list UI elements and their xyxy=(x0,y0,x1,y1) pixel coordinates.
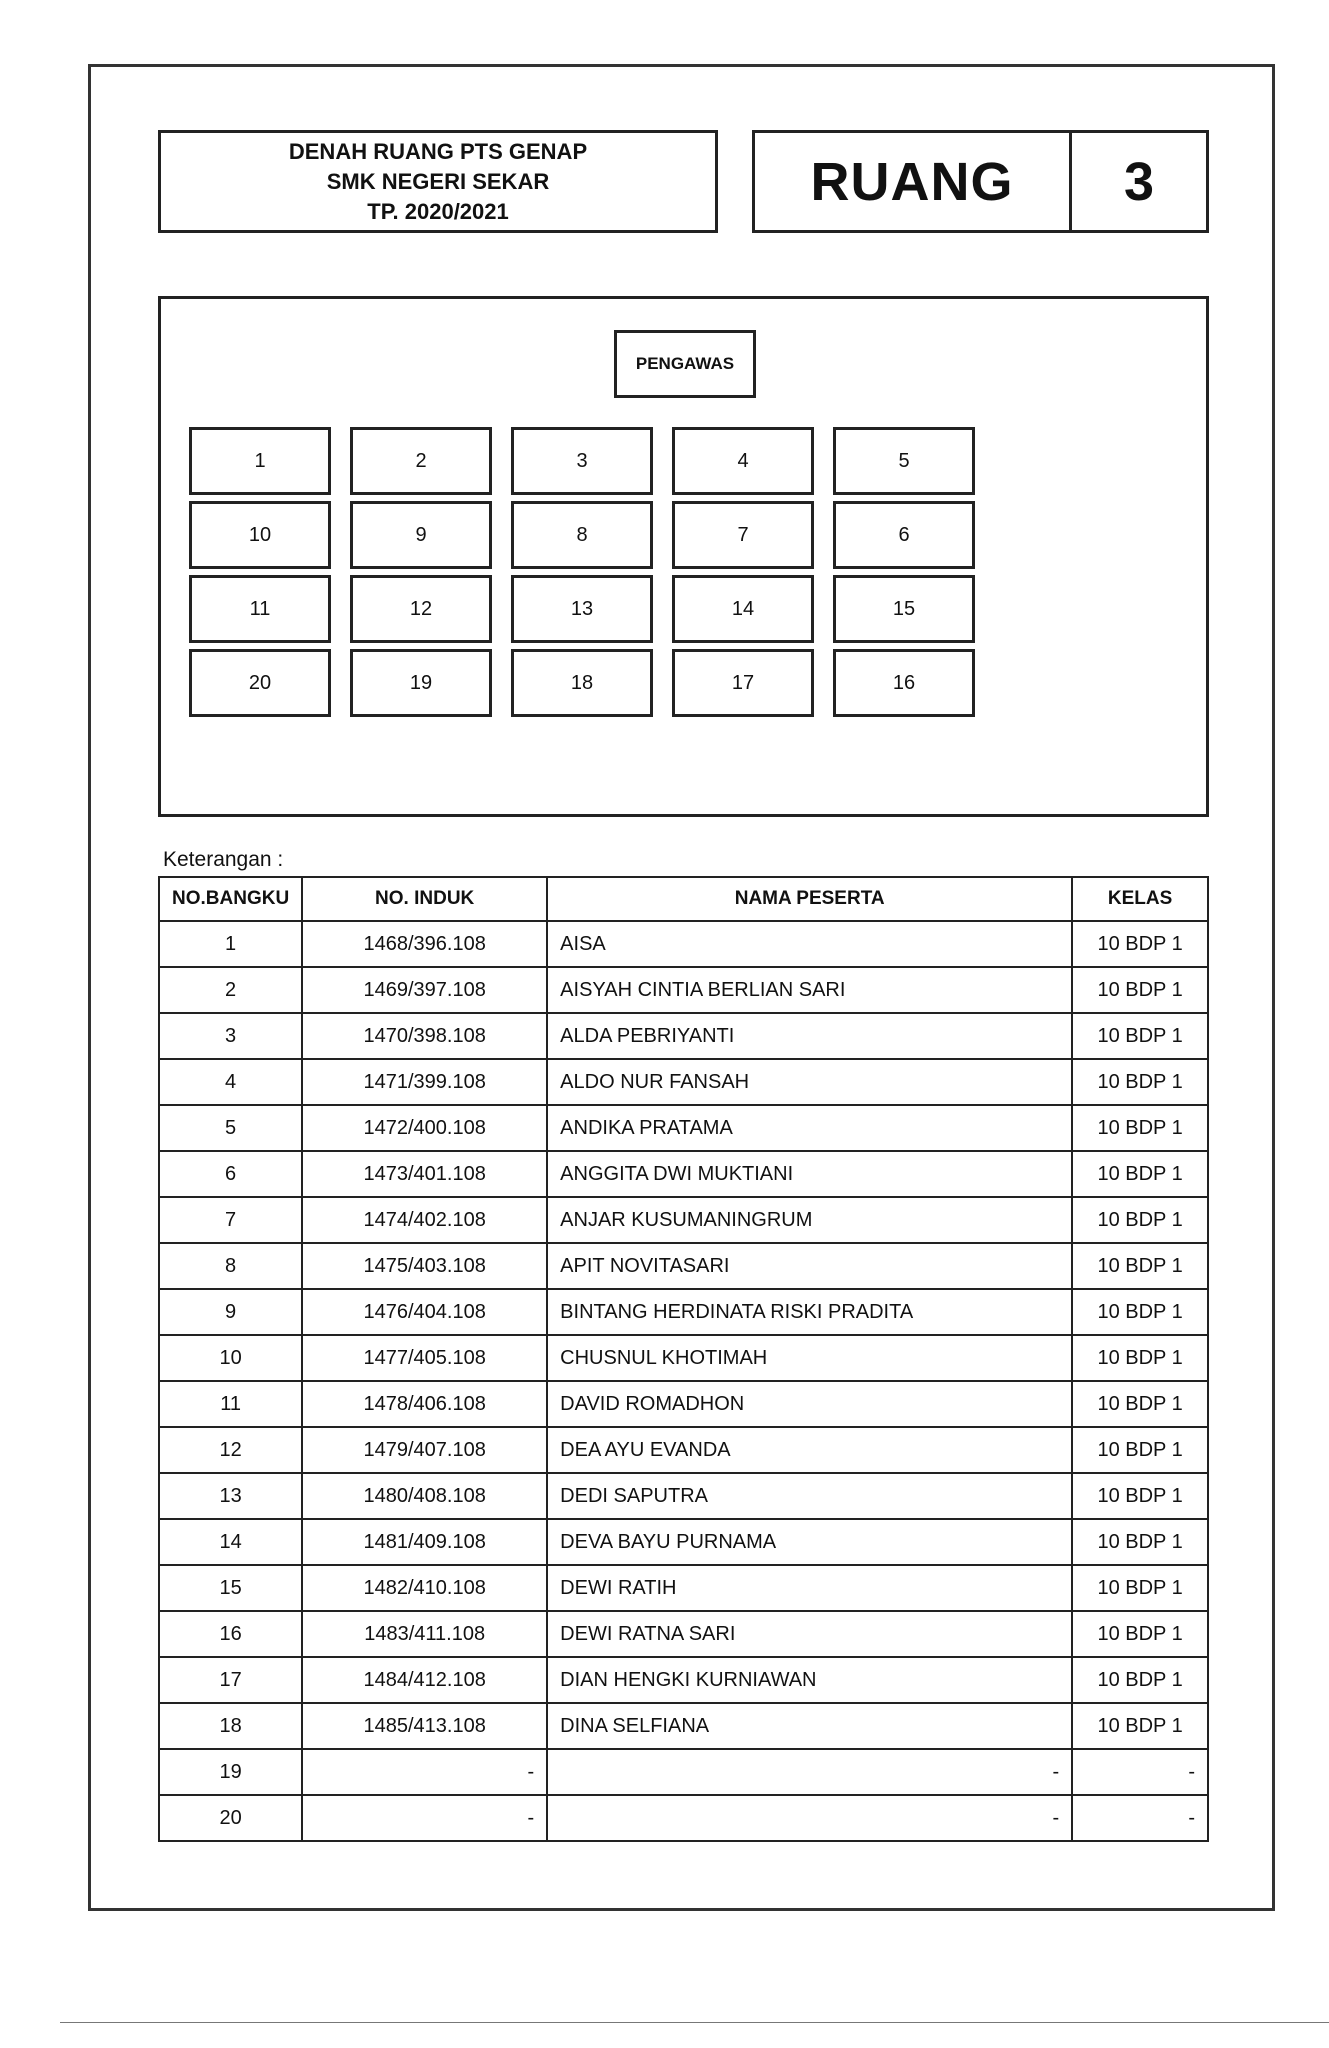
desk: 1 xyxy=(189,427,331,495)
cell-no-bangku: 17 xyxy=(159,1657,302,1703)
cell-nama-peserta: ANGGITA DWI MUKTIANI xyxy=(547,1151,1072,1197)
desk: 17 xyxy=(672,649,814,717)
cell-no-induk: 1472/400.108 xyxy=(302,1105,547,1151)
cell-no-induk: 1485/413.108 xyxy=(302,1703,547,1749)
cell-no-induk: 1478/406.108 xyxy=(302,1381,547,1427)
cell-no-bangku: 11 xyxy=(159,1381,302,1427)
cell-nama-peserta: AISYAH CINTIA BERLIAN SARI xyxy=(547,967,1072,1013)
cell-no-induk: 1480/408.108 xyxy=(302,1473,547,1519)
cell-kelas: - xyxy=(1072,1795,1208,1841)
cell-no-bangku: 20 xyxy=(159,1795,302,1841)
cell-nama-peserta: ANJAR KUSUMANINGRUM xyxy=(547,1197,1072,1243)
cell-kelas: 10 BDP 1 xyxy=(1072,1381,1208,1427)
cell-kelas: 10 BDP 1 xyxy=(1072,1657,1208,1703)
cell-no-induk: 1470/398.108 xyxy=(302,1013,547,1059)
cell-nama-peserta: DAVID ROMADHON xyxy=(547,1381,1072,1427)
cell-no-induk: 1473/401.108 xyxy=(302,1151,547,1197)
table-row xyxy=(159,1427,1208,1473)
cell-no-bangku: 10 xyxy=(159,1335,302,1381)
cell-kelas: 10 BDP 1 xyxy=(1072,1519,1208,1565)
cell-nama-peserta: DEWI RATNA SARI xyxy=(547,1611,1072,1657)
seating-plan xyxy=(158,296,1209,817)
cell-no-induk: 1471/399.108 xyxy=(302,1059,547,1105)
desk: 6 xyxy=(833,501,975,569)
cell-no-induk: - xyxy=(302,1749,547,1795)
cell-no-bangku: 8 xyxy=(159,1243,302,1289)
cell-no-induk: 1468/396.108 xyxy=(302,921,547,967)
cell-kelas: 10 BDP 1 xyxy=(1072,1335,1208,1381)
cell-no-induk: 1474/402.108 xyxy=(302,1197,547,1243)
cell-no-induk: 1476/404.108 xyxy=(302,1289,547,1335)
desk: 8 xyxy=(511,501,653,569)
cell-nama-peserta: CHUSNUL KHOTIMAH xyxy=(547,1335,1072,1381)
room-number: 3 xyxy=(1123,151,1155,212)
cell-no-bangku: 19 xyxy=(159,1749,302,1795)
cell-kelas: 10 BDP 1 xyxy=(1072,967,1208,1013)
cell-nama-peserta: - xyxy=(547,1795,1072,1841)
title-line-3: TP. 2020/2021 xyxy=(367,198,509,224)
cell-nama-peserta: APIT NOVITASARI xyxy=(547,1243,1072,1289)
table-row xyxy=(159,1519,1208,1565)
table-row xyxy=(159,1473,1208,1519)
table-row xyxy=(159,1197,1208,1243)
room-label: RUANG xyxy=(755,133,1072,230)
cell-nama-peserta: DEDI SAPUTRA xyxy=(547,1473,1072,1519)
cell-kelas: 10 BDP 1 xyxy=(1072,1565,1208,1611)
cell-no-induk: 1477/405.108 xyxy=(302,1335,547,1381)
cell-no-bangku: 7 xyxy=(159,1197,302,1243)
desk: 11 xyxy=(189,575,331,643)
cell-nama-peserta: DEVA BAYU PURNAMA xyxy=(547,1519,1072,1565)
cell-kelas: 10 BDP 1 xyxy=(1072,1105,1208,1151)
cell-nama-peserta: DIAN HENGKI KURNIAWAN xyxy=(547,1657,1072,1703)
table-row xyxy=(159,1289,1208,1335)
cell-no-bangku: 4 xyxy=(159,1059,302,1105)
desk: 10 xyxy=(189,501,331,569)
supervisor-desk: PENGAWAS xyxy=(614,330,756,398)
cell-no-bangku: 3 xyxy=(159,1013,302,1059)
col-header-kelas: KELAS xyxy=(1072,877,1208,921)
cell-nama-peserta: DINA SELFIANA xyxy=(547,1703,1072,1749)
desk: 9 xyxy=(350,501,492,569)
cell-no-induk: 1482/410.108 xyxy=(302,1565,547,1611)
cell-kelas: - xyxy=(1072,1749,1208,1795)
cell-kelas: 10 BDP 1 xyxy=(1072,1243,1208,1289)
cell-nama-peserta: AISA xyxy=(547,921,1072,967)
desk: 15 xyxy=(833,575,975,643)
cell-no-bangku: 16 xyxy=(159,1611,302,1657)
table-row xyxy=(159,1243,1208,1289)
cell-no-bangku: 9 xyxy=(159,1289,302,1335)
desk: 20 xyxy=(189,649,331,717)
table-row xyxy=(159,1059,1208,1105)
cell-no-bangku: 1 xyxy=(159,921,302,967)
table-row xyxy=(159,1013,1208,1059)
document-title-box xyxy=(158,130,718,233)
cell-no-bangku: 2 xyxy=(159,967,302,1013)
table-row xyxy=(159,1703,1208,1749)
desk: 5 xyxy=(833,427,975,495)
table-row xyxy=(159,1565,1208,1611)
cell-kelas: 10 BDP 1 xyxy=(1072,1197,1208,1243)
cell-no-induk: 1479/407.108 xyxy=(302,1427,547,1473)
col-header-nama-peserta: NAMA PESERTA xyxy=(547,877,1072,921)
desk: 13 xyxy=(511,575,653,643)
table-row xyxy=(159,1151,1208,1197)
cell-kelas: 10 BDP 1 xyxy=(1072,1473,1208,1519)
desk: 2 xyxy=(350,427,492,495)
cell-no-bangku: 12 xyxy=(159,1427,302,1473)
cell-no-bangku: 18 xyxy=(159,1703,302,1749)
table-header-row xyxy=(159,877,1208,921)
table-row xyxy=(159,1749,1208,1795)
desk: 18 xyxy=(511,649,653,717)
cell-kelas: 10 BDP 1 xyxy=(1072,1289,1208,1335)
cell-no-induk: 1484/412.108 xyxy=(302,1657,547,1703)
cell-no-induk: 1481/409.108 xyxy=(302,1519,547,1565)
cell-no-bangku: 13 xyxy=(159,1473,302,1519)
cell-no-bangku: 5 xyxy=(159,1105,302,1151)
cell-nama-peserta: ANDIKA PRATAMA xyxy=(547,1105,1072,1151)
cell-kelas: 10 BDP 1 xyxy=(1072,1013,1208,1059)
table-row xyxy=(159,1795,1208,1841)
cell-nama-peserta: ALDO NUR FANSAH xyxy=(547,1059,1072,1105)
table-row xyxy=(159,1335,1208,1381)
cell-kelas: 10 BDP 1 xyxy=(1072,1703,1208,1749)
keterangan-label: Keterangan : xyxy=(163,848,284,871)
cell-nama-peserta: DEA AYU EVANDA xyxy=(547,1427,1072,1473)
desk: 12 xyxy=(350,575,492,643)
participant-table xyxy=(158,876,1209,1842)
cell-kelas: 10 BDP 1 xyxy=(1072,1611,1208,1657)
cell-nama-peserta: ALDA PEBRIYANTI xyxy=(547,1013,1072,1059)
table-row xyxy=(159,967,1208,1013)
desk: 4 xyxy=(672,427,814,495)
cell-no-bangku: 6 xyxy=(159,1151,302,1197)
bottom-divider xyxy=(60,2022,1329,2023)
table-row xyxy=(159,1657,1208,1703)
desk: 16 xyxy=(833,649,975,717)
room-number-box xyxy=(752,130,1209,233)
cell-no-induk: 1475/403.108 xyxy=(302,1243,547,1289)
cell-no-bangku: 15 xyxy=(159,1565,302,1611)
table-row xyxy=(159,1381,1208,1427)
cell-no-bangku: 14 xyxy=(159,1519,302,1565)
cell-nama-peserta: - xyxy=(547,1749,1072,1795)
desk: 14 xyxy=(672,575,814,643)
col-header-no-induk: NO. INDUK xyxy=(302,877,547,921)
desk: 19 xyxy=(350,649,492,717)
cell-kelas: 10 BDP 1 xyxy=(1072,1151,1208,1197)
table-row xyxy=(159,1105,1208,1151)
col-header-no-bangku: NO.BANGKU xyxy=(159,877,302,921)
desk: 3 xyxy=(511,427,653,495)
title-line-2: SMK NEGERI SEKAR xyxy=(326,168,550,194)
table-row xyxy=(159,1611,1208,1657)
cell-nama-peserta: DEWI RATIH xyxy=(547,1565,1072,1611)
cell-nama-peserta: BINTANG HERDINATA RISKI PRADITA xyxy=(547,1289,1072,1335)
table-row xyxy=(159,921,1208,967)
cell-no-induk: - xyxy=(302,1795,547,1841)
desk: 7 xyxy=(672,501,814,569)
title-line-1: DENAH RUANG PTS GENAP xyxy=(288,138,588,164)
cell-kelas: 10 BDP 1 xyxy=(1072,1059,1208,1105)
cell-kelas: 10 BDP 1 xyxy=(1072,921,1208,967)
cell-no-induk: 1469/397.108 xyxy=(302,967,547,1013)
cell-no-induk: 1483/411.108 xyxy=(302,1611,547,1657)
cell-kelas: 10 BDP 1 xyxy=(1072,1427,1208,1473)
